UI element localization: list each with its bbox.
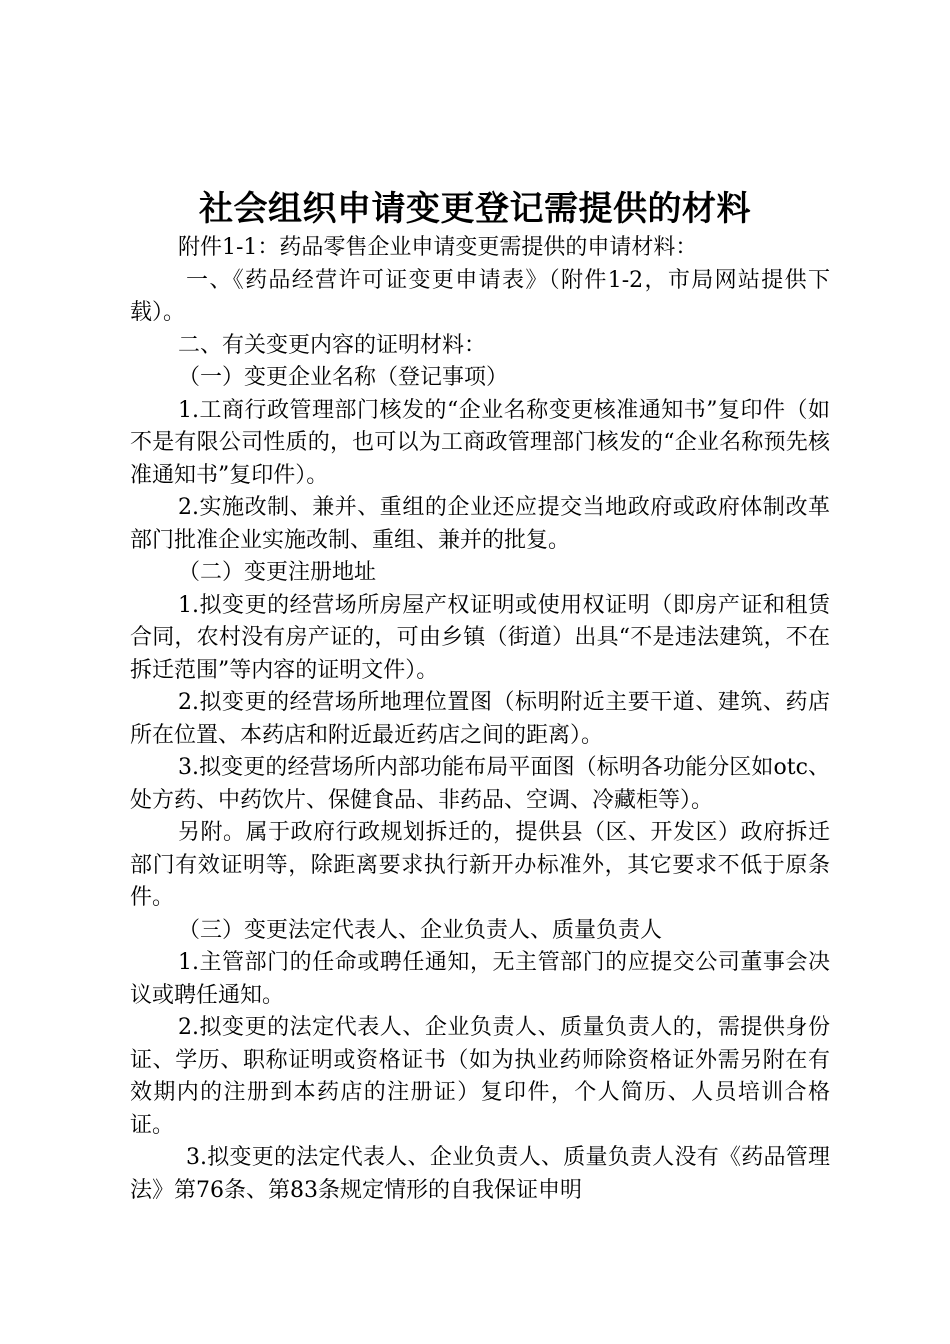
section-2-heading: （二）变更注册地址 <box>178 560 377 585</box>
section-2-point-2: 2.拟变更的经营场所地理位置图（标明附近主要干道、建筑、药店所在位置、本药店和附近最近药店之间的距离）。 <box>130 690 830 748</box>
document-title: 社会组织申请变更登记需提供的材料 <box>199 189 751 229</box>
section-1-point-1: 1.工商行政管理部门核发的“企业名称变更核准通知书”复印件（如不是有限公司性质的，也可以为工商政管理部门核发的“企业名称预先核准通知书”复印件）。 <box>130 397 830 488</box>
section-3-point-3: 3.拟变更的法定代表人、企业负责人、质量负责人没有《药品管理法》第76条、第83条规定情形的自我保证申明 <box>130 1145 830 1203</box>
section-1-point-2: 2.实施改制、兼并、重组的企业还应提交当地政府或政府体制改革部门批准企业实施改制、重组、兼并的批复。 <box>130 495 830 553</box>
section-3-point-1: 1.主管部门的任命或聘任通知，无主管部门的应提交公司董事会决议或聘任通知。 <box>130 950 830 1008</box>
item-1-application-form: 一、《药品经营许可证变更申请表》（附件1-2，市局网站提供下载）。 <box>130 267 830 325</box>
section-2-note: 另附。属于政府行政规划拆迁的，提供县（区、开发区）政府拆迁部门有效证明等，除距离要求执行新开办标准外，其它要求不低于原条件。 <box>130 820 830 910</box>
section-1-heading: （一）变更企业名称（登记事项） <box>178 365 509 390</box>
document-body <box>130 232 830 1207</box>
section-2-point-1: 1.拟变更的经营场所房屋产权证明或使用权证明（即房产证和租赁合同，农村没有房产证的，可由乡镇（街道）出具“不是违法建筑，不在拆迁范围”等内容的证明文件）。 <box>130 592 830 683</box>
item-2-supporting-materials: 二、有关变更内容的证明材料： <box>178 332 487 358</box>
section-3-point-2: 2.拟变更的法定代表人、企业负责人、质量负责人的，需提供身份证、学历、职称证明或资格证书（如为执业药师除资格证外需另附在有效期内的注册到本药店的注册证）复印件，个人简历、人员培训合格证。 <box>130 1015 830 1138</box>
section-3-heading: （三）变更法定代表人、企业负责人、质量负责人 <box>178 917 663 943</box>
attachment-heading: 附件1-1：药品零售企业申请变更需提供的申请材料： <box>178 235 698 260</box>
section-2-point-3: 3.拟变更的经营场所内部功能布局平面图（标明各功能分区如otc、处方药、中药饮片、保健食品、非药品、空调、冷藏柜等）。 <box>130 755 830 813</box>
